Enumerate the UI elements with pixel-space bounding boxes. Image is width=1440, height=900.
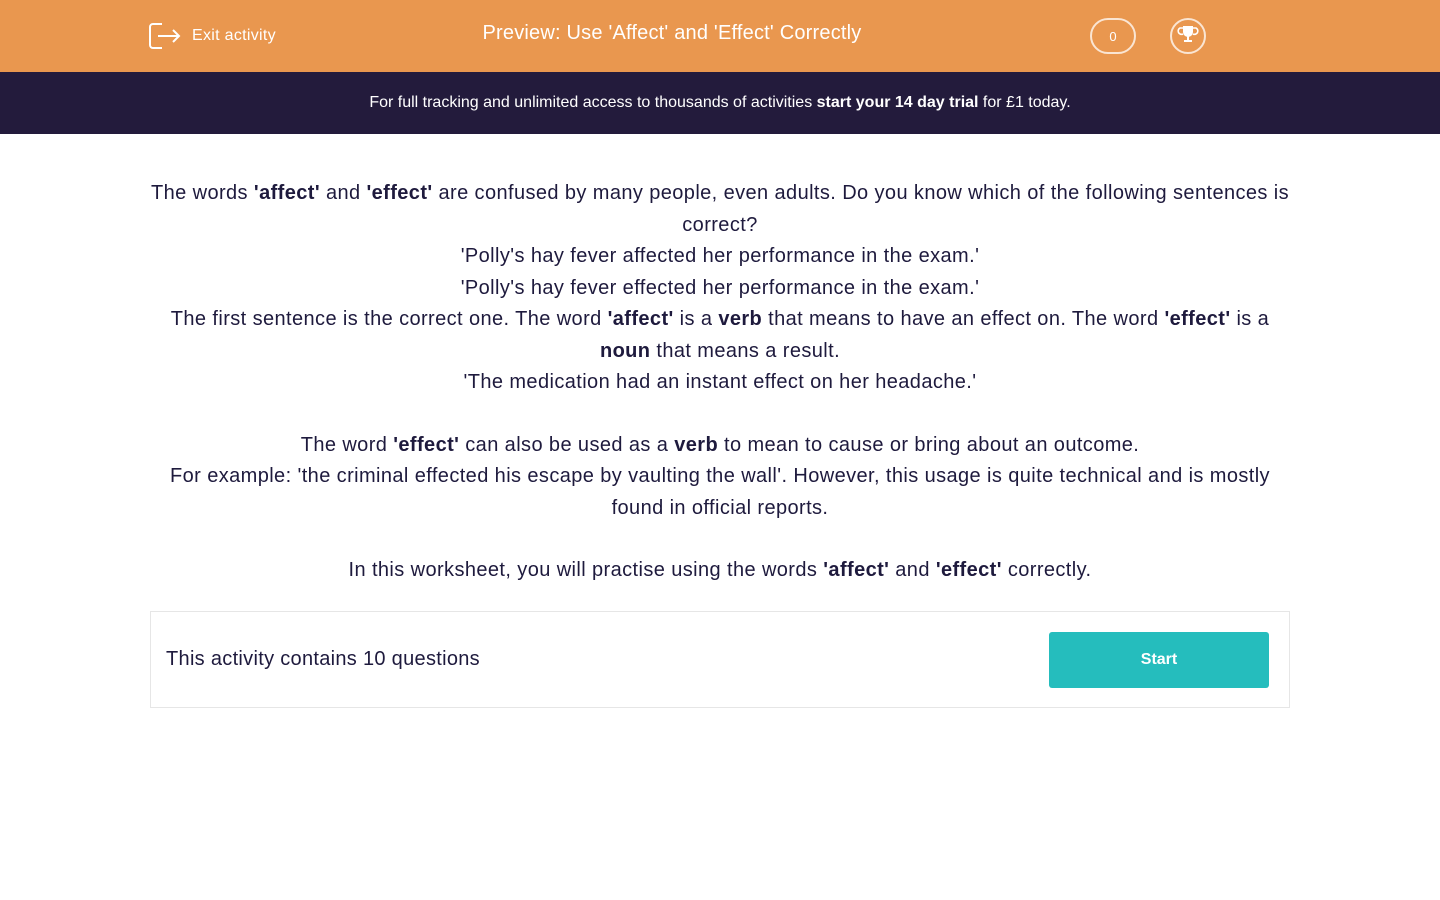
intro-paragraph: The words 'affect' and 'effect' are confused by many people, even adults. Do you know which of the following sentences is correct? bbox=[150, 182, 1290, 236]
activity-card bbox=[150, 611, 1290, 708]
trophy-button[interactable] bbox=[1170, 18, 1206, 54]
start-button[interactable]: Start bbox=[1049, 632, 1269, 688]
exit-activity-label: Exit activity bbox=[192, 27, 276, 44]
trial-banner bbox=[0, 72, 1440, 134]
trial-link[interactable]: start your 14 day trial bbox=[816, 94, 979, 111]
example-sentence: 'Polly's hay fever effected her performance in the exam.' bbox=[460, 276, 980, 299]
exit-activity-button[interactable] bbox=[148, 20, 276, 52]
example-sentence: 'The medication had an instant effect on her headache.' bbox=[463, 371, 977, 393]
intro-paragraph: The word 'effect' can also be used as a verb to mean to cause or bring about an outcome. bbox=[300, 433, 1140, 456]
trophy-icon bbox=[1177, 23, 1199, 50]
top-bar bbox=[0, 0, 1440, 72]
question-count: This activity contains 10 questions bbox=[166, 648, 480, 670]
intro-paragraph: The first sentence is the correct one. The word 'affect' is a verb that means to have an effect on. The word 'effect' is a noun that means a result. bbox=[170, 308, 1270, 362]
intro-paragraph: For example: 'the criminal effected his escape by vaulting the wall'. However, this usage is quite technical and is mostly found in official reports. bbox=[170, 465, 1270, 519]
page-title: Preview: Use 'Affect' and 'Effect' Correctly bbox=[482, 22, 862, 44]
score-badge: 0 bbox=[1090, 18, 1136, 54]
banner-text: For full tracking and unlimited access to thousands of activities start your 14 day trial for £1 today. bbox=[369, 94, 1071, 111]
exit-icon bbox=[148, 21, 182, 51]
intro-paragraph: In this worksheet, you will practise using the words 'affect' and 'effect' correctly. bbox=[348, 559, 1092, 581]
example-sentence: 'Polly's hay fever affected her performance in the exam.' bbox=[460, 245, 980, 267]
intro-text bbox=[150, 178, 1290, 587]
